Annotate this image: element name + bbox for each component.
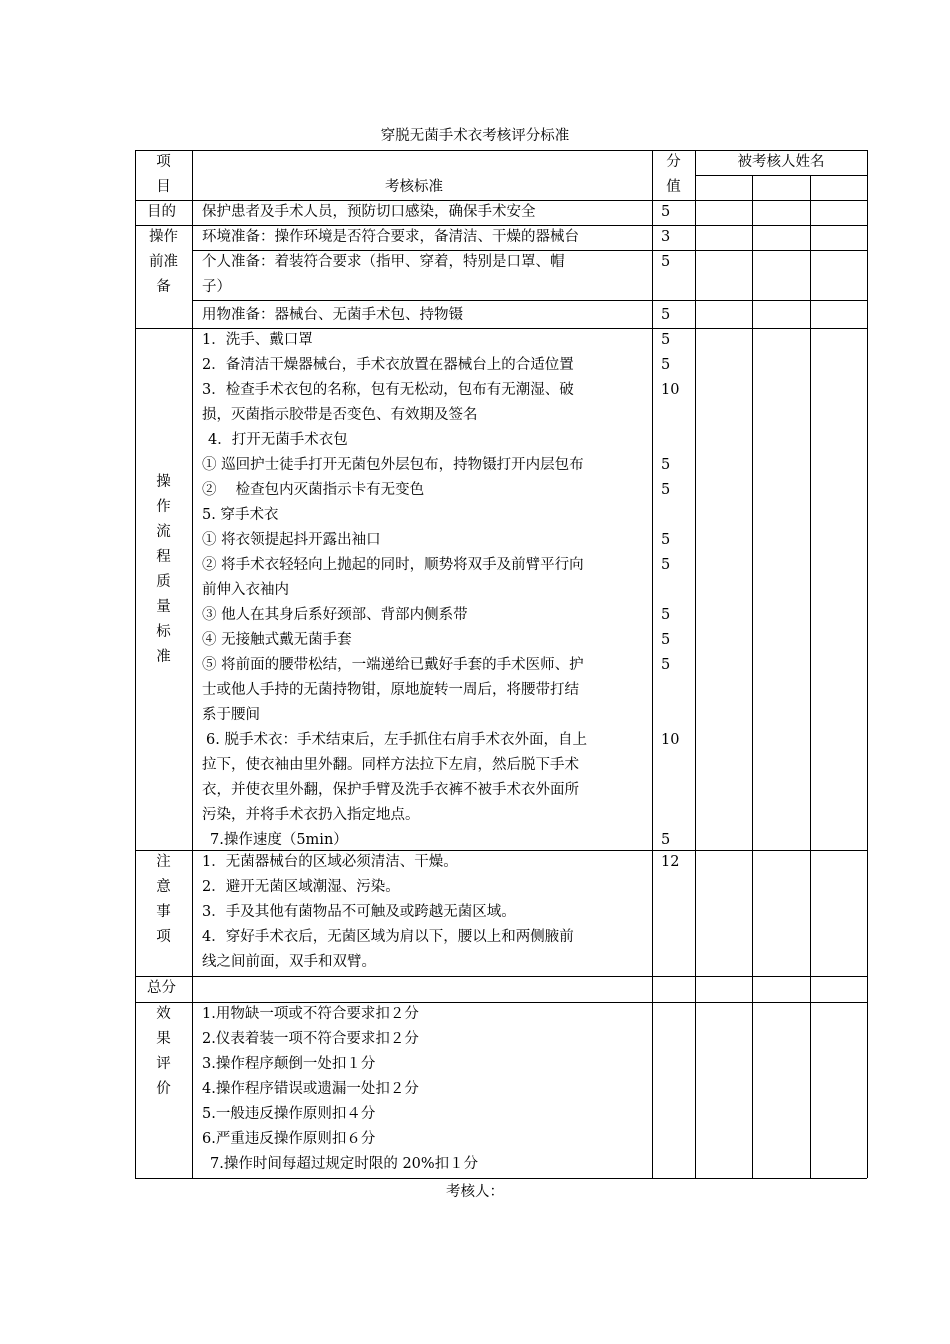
- score-column-border: [695, 150, 696, 1178]
- header-examinee: 被考核人姓名: [737, 154, 825, 170]
- notes-line: 2．避开无菌区域潮湿、污染。: [202, 879, 400, 895]
- table-right-border: [867, 150, 868, 1178]
- evaluation-line: 4.操作程序错误或遗漏一处扣２分: [202, 1081, 419, 1097]
- evaluation-line: 6.严重违反操作原则扣６分: [202, 1131, 376, 1147]
- header-standard: 考核标准: [385, 179, 443, 195]
- prep-text: 个人准备：着装符合要求（指甲、穿着，特别是口罩、帽: [202, 254, 565, 270]
- process-line: ③ 他人在其身后系好颈部、背部内侧系带: [202, 607, 468, 623]
- evaluation-line: 3.操作程序颠倒一处扣１分: [202, 1056, 376, 1072]
- process-label-char: 作: [156, 499, 171, 515]
- process-line: ① 巡回护士徒手打开无菌包外层包布，持物镊打开内层包布: [202, 457, 584, 473]
- prep-score: 3: [661, 229, 671, 245]
- process-line: 4．打开无菌手术衣包: [208, 432, 348, 448]
- process-line: 3．检查手术衣包的名称，包有无松动，包布有无潮湿、破: [202, 382, 574, 398]
- evaluation-line: 5.一般违反操作原则扣４分: [202, 1106, 376, 1122]
- evaluation-label: [135, 1002, 192, 1102]
- process-line: ② 检查包内灭菌指示卡有无变色: [202, 482, 425, 498]
- header-item: [135, 150, 192, 200]
- process-label-char: 标: [156, 624, 171, 640]
- process-score: 5: [661, 557, 671, 573]
- notes-label-char: 注: [156, 854, 171, 870]
- examinee-column-border: [752, 175, 753, 1178]
- prep-label-char: 前准: [149, 254, 178, 270]
- process-score: 10: [661, 732, 680, 748]
- process-line: 损，灭菌指示胶带是否变色、有效期及签名: [202, 407, 478, 423]
- notes-line: 3．手及其他有菌物品不可触及或跨越无菌区域。: [202, 904, 516, 920]
- process-score: 5: [661, 482, 671, 498]
- process-line: 污染，并将手术衣扔入指定地点。: [202, 807, 420, 823]
- notes-label-char: 意: [156, 879, 171, 895]
- process-score: 5: [661, 632, 671, 648]
- header-score: [652, 150, 695, 200]
- evaluation-label-char: 果: [156, 1031, 171, 1047]
- evaluation-line: 1.用物缺一项或不符合要求扣２分: [202, 1006, 419, 1022]
- header-item-char: 项: [156, 154, 171, 170]
- process-line: 2．备清洁干燥器械台，手术衣放置在器械台上的合适位置: [202, 357, 574, 373]
- reviewer-label: 考核人：: [446, 1184, 504, 1200]
- prep-label: [135, 225, 192, 300]
- prep-score: 5: [661, 307, 671, 323]
- evaluation-label-char: 评: [156, 1056, 171, 1072]
- process-line: 1．洗手、戴口罩: [202, 332, 313, 348]
- evaluation-label-char: 价: [156, 1081, 171, 1097]
- process-score: 5: [661, 607, 671, 623]
- document-title: 穿脱无菌手术衣考核评分标准: [380, 128, 570, 144]
- section-border: [135, 976, 867, 977]
- process-label: [135, 470, 192, 670]
- process-score: 5: [661, 657, 671, 673]
- notes-label-char: 事: [156, 904, 171, 920]
- process-score: 5: [661, 332, 671, 348]
- total-label: 总分: [147, 980, 176, 996]
- process-line: ② 将手术衣轻轻向上抛起的同时，顺势将双手及前臂平行向: [202, 557, 584, 573]
- process-line: 前伸入衣袖内: [202, 582, 289, 598]
- evaluation-line: 7.操作时间每超过规定时限的 20%扣１分: [210, 1156, 479, 1172]
- process-line: 6. 脱手术衣：手术结束后，左手抓住右肩手术衣外面，自上: [206, 732, 587, 748]
- prep-text: 子）: [202, 279, 231, 295]
- notes-label-char: 项: [156, 929, 171, 945]
- process-label-char: 程: [156, 549, 171, 565]
- process-line: ⑤ 将前面的腰带松结，一端递给已戴好手套的手术医师、护: [202, 657, 584, 673]
- table-bottom-border: [135, 1178, 867, 1179]
- process-line: 5. 穿手术衣: [202, 507, 279, 523]
- process-line: ① 将衣领提起抖开露出袖口: [202, 532, 381, 548]
- header-item-char: 目: [156, 179, 171, 195]
- process-label-char: 流: [156, 524, 171, 540]
- process-line: ④ 无接触式戴无菌手套: [202, 632, 352, 648]
- examinee-header-border: [695, 175, 867, 176]
- purpose-text: 保护患者及手术人员，预防切口感染，确保手术安全: [202, 204, 536, 220]
- process-label-char: 操: [156, 474, 171, 490]
- scoring-table: [135, 150, 867, 1178]
- evaluation-line: 2.仪表着装一项不符合要求扣２分: [202, 1031, 419, 1047]
- process-line: 7.操作速度（5min）: [210, 832, 348, 848]
- prep-score: 5: [661, 254, 671, 270]
- notes-line: 1．无菌器械台的区域必须清洁、干燥。: [202, 854, 458, 870]
- process-line: 士或他人手持的无菌持物钳，原地旋转一周后，将腰带打结: [202, 682, 579, 698]
- process-label-char: 准: [156, 649, 171, 665]
- notes-score: 12: [661, 854, 680, 870]
- process-label-char: 量: [156, 599, 171, 615]
- standard-column-border: [652, 150, 653, 1178]
- notes-label: [135, 850, 192, 950]
- prep-label-char: 备: [156, 279, 171, 295]
- notes-line: 线之间前面，双手和双臂。: [202, 954, 376, 970]
- process-score: 5: [661, 832, 671, 848]
- item-column-border: [192, 150, 193, 1178]
- process-line: 衣，并使衣里外翻，保护手臂及洗手衣裤不被手术衣外面所: [202, 782, 579, 798]
- prep-text: 用物准备：器械台、无菌手术包、持物镊: [202, 307, 463, 323]
- process-line: 系于腰间: [202, 707, 260, 723]
- process-label-char: 质: [156, 574, 171, 590]
- notes-line: 4．穿好手术衣后，无菌区域为肩以下，腰以上和两侧腋前: [202, 929, 574, 945]
- process-score: 5: [661, 357, 671, 373]
- header-score-char: 值: [666, 179, 681, 195]
- prep-label-char: 操作: [149, 229, 178, 245]
- header-score-char: 分: [666, 154, 681, 170]
- purpose-score: 5: [661, 204, 671, 220]
- purpose-label: 目的: [147, 204, 176, 220]
- process-score: 5: [661, 532, 671, 548]
- process-line: 拉下，使衣袖由里外翻。同样方法拉下左肩，然后脱下手术: [202, 757, 579, 773]
- process-score: 10: [661, 382, 680, 398]
- process-score: 5: [661, 457, 671, 473]
- prep-row-border: [192, 300, 867, 301]
- evaluation-label-char: 效: [156, 1006, 171, 1022]
- examinee-column-border: [810, 175, 811, 1178]
- prep-text: 环境准备：操作环境是否符合要求，备清洁、干燥的器械台: [202, 229, 579, 245]
